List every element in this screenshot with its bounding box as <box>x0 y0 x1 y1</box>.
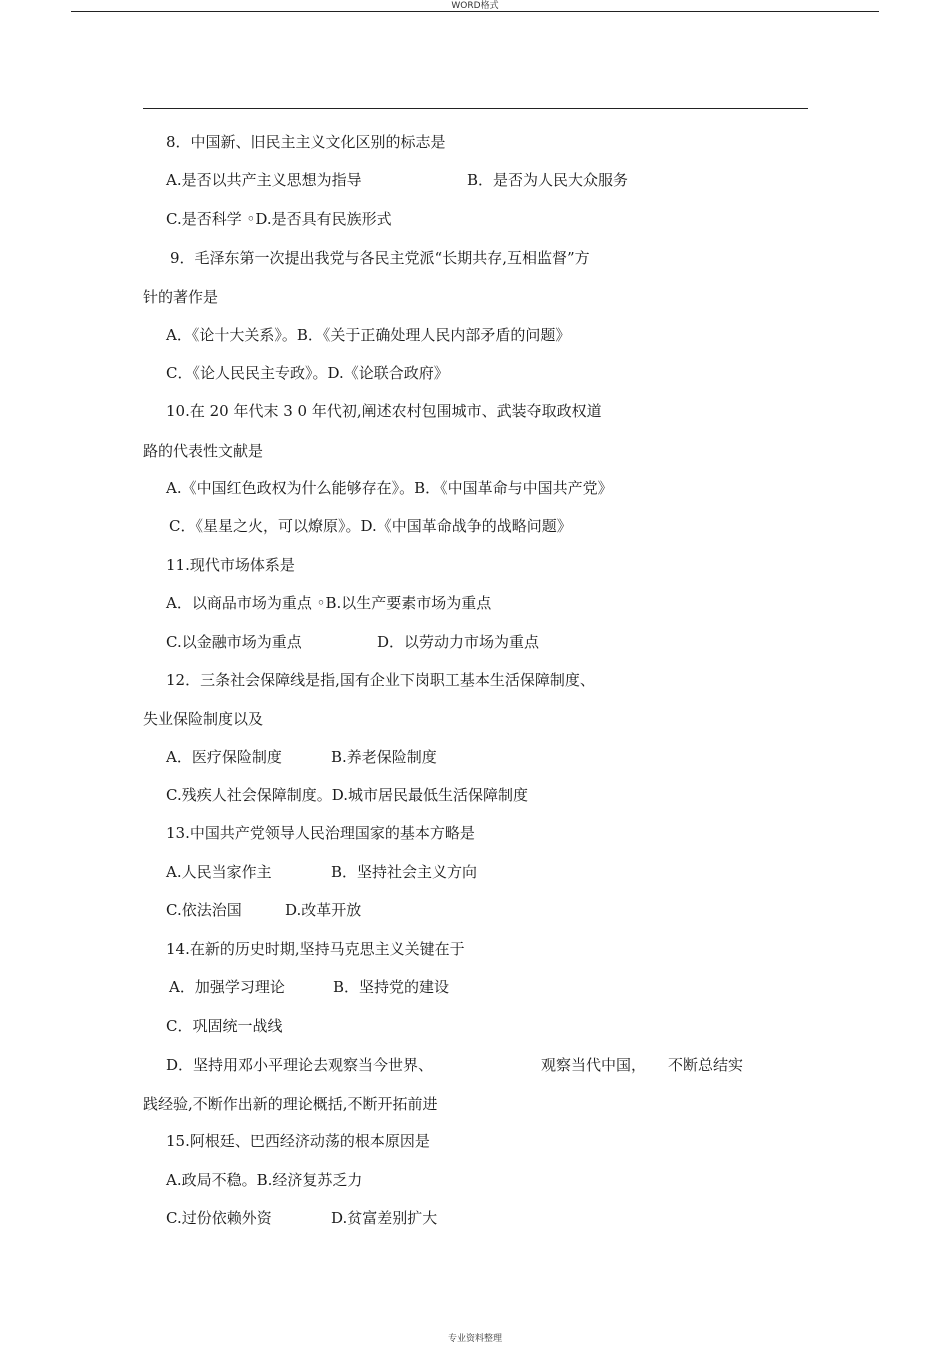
question-8-option-a: A.是否以共产主义思想为指导 <box>166 171 362 189</box>
question-15-option-c: C.过份依赖外资 <box>166 1209 272 1227</box>
question-9-options-cd: C．《论人民民主专政》。D.《论联合政府》 <box>166 364 449 382</box>
question-8-option-b: B．是否为人民大众服务 <box>467 171 629 189</box>
question-12-options-cd: C.残疾人社会保障制度。D.城市居民最低生活保障制度 <box>166 786 528 804</box>
question-11: 11.现代市场体系是 <box>166 556 295 574</box>
question-14-option-d-part3: 不断总结实 <box>668 1056 744 1074</box>
question-14-option-d-part1: D．坚持用邓小平理论去观察当今世界、 <box>166 1056 434 1074</box>
question-10-continued: 路的代表性文献是 <box>143 442 264 460</box>
question-12: 12．三条社会保障线是指,国有企业下岗职工基本生活保障制度、 <box>166 671 595 689</box>
question-11-option-d: D．以劳动力市场为重点 <box>377 633 540 651</box>
question-14-option-d-continued: 践经验,不断作出新的理论概括,不断开拓前进 <box>143 1095 438 1113</box>
question-9-continued: 针的著作是 <box>143 288 219 306</box>
question-8-options-cd: C.是否科学 ◦D.是否具有民族形式 <box>166 210 392 228</box>
question-14-option-c: C．巩固统一战线 <box>166 1017 283 1035</box>
question-15-option-d: D.贫富差别扩大 <box>331 1209 438 1227</box>
page-footer: 专业资料整理 <box>447 1334 502 1344</box>
question-10-options-ab: A.《中国红色政权为什么能够存在》。B．《中国革命与中国共产党》 <box>166 479 613 497</box>
question-9: 9．毛泽东第一次提出我党与各民主党派“长期共存,互相监督”方 <box>170 249 590 267</box>
question-8: 8．中国新、旧民主主义文化区别的标志是 <box>166 133 446 151</box>
question-14-option-a: A．加强学习理论 <box>169 978 285 996</box>
question-10: 10.在 20 年代末 3 0 年代初,阐述农村包围城市、武装夺取政权道 <box>166 402 602 420</box>
question-13-option-d: D.改革开放 <box>285 901 362 919</box>
content-rule <box>143 108 808 109</box>
question-12-continued: 失业保险制度以及 <box>143 710 264 728</box>
question-13-option-a: A.人民当家作主 <box>166 863 272 881</box>
page-header: WORD格式 <box>451 1 499 11</box>
question-15-options-ab: A.政局不稳。B.经济复苏乏力 <box>166 1171 363 1189</box>
question-11-options-ab: A．以商品市场为重点 ◦B.以生产要素市场为重点 <box>166 594 492 612</box>
question-14-option-b: B．坚持党的建设 <box>333 978 450 996</box>
question-14: 14.在新的历史时期,坚持马克思主义关键在于 <box>166 940 465 958</box>
question-13-option-c: C.依法治国 <box>166 901 242 919</box>
question-14-option-d-part2: 观察当代中国， <box>541 1056 647 1074</box>
question-10-options-cd: C．《星星之火，可以燎原》。D.《中国革命战争的战略问题》 <box>169 517 572 535</box>
question-11-option-c: C.以金融市场为重点 <box>166 633 302 651</box>
question-12-option-a: A．医疗保险制度 <box>166 748 282 766</box>
question-15: 15.阿根廷、巴西经济动荡的根本原因是 <box>166 1132 430 1150</box>
question-9-options-ab: A．《论十大关系》。B．《关于正确处理人民内部矛盾的问题》 <box>166 326 571 344</box>
question-13: 13.中国共产党领导人民治理国家的基本方略是 <box>166 824 475 842</box>
header-rule <box>71 11 879 12</box>
question-13-option-b: B．坚持社会主义方向 <box>331 863 478 881</box>
question-12-option-b: B.养老保险制度 <box>331 748 437 766</box>
